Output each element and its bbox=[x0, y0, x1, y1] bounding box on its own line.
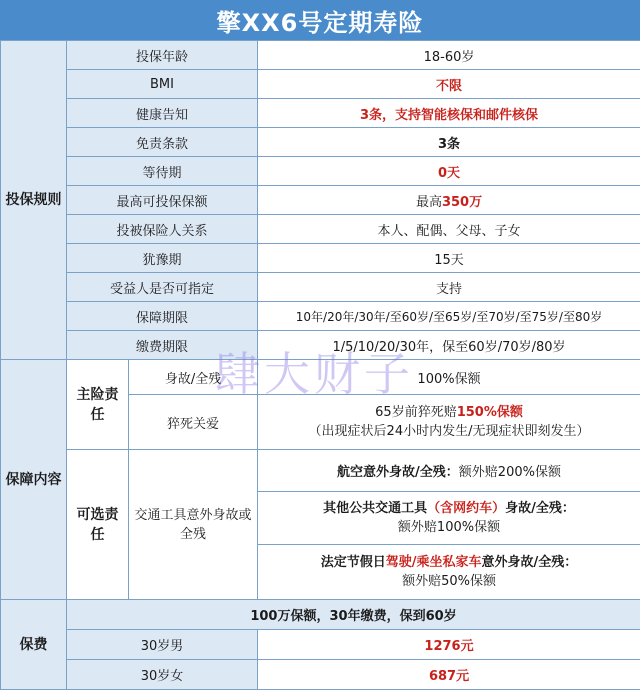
table-row bbox=[1, 450, 640, 492]
row-label: 猝死关爱 bbox=[129, 395, 258, 450]
row-value: 15天 bbox=[258, 244, 640, 273]
row-label: 健康告知 bbox=[67, 99, 258, 128]
holiday-line2: 额外赔50%保额 bbox=[402, 574, 496, 589]
row-value bbox=[258, 450, 640, 492]
sudden-prefix: 65岁前猝死赔 bbox=[375, 405, 457, 420]
category-coverage: 保障内容 bbox=[1, 360, 67, 600]
table-row bbox=[1, 630, 640, 660]
product-table bbox=[0, 40, 640, 690]
row-value bbox=[258, 492, 640, 545]
row-value: 支持 bbox=[258, 273, 640, 302]
row-value: 0天 bbox=[258, 157, 640, 186]
table-row bbox=[1, 41, 640, 70]
category-premium: 保费 bbox=[1, 600, 67, 690]
public-line1 bbox=[262, 499, 636, 518]
row-value: 3条，支持智能核保和邮件核保 bbox=[258, 99, 640, 128]
table-row bbox=[1, 660, 640, 690]
table-row bbox=[1, 70, 640, 99]
row-value: 100%保额 bbox=[258, 360, 640, 395]
premium-value: 1276元 bbox=[258, 630, 640, 660]
table-row bbox=[1, 302, 640, 331]
holiday-bold2: 意外身故/全残： bbox=[481, 555, 578, 570]
value-highlight: 350万 bbox=[441, 194, 483, 210]
category-rules: 投保规则 bbox=[1, 41, 67, 360]
table-row bbox=[1, 128, 640, 157]
premium-value: 687元 bbox=[258, 660, 640, 690]
table-row bbox=[1, 215, 640, 244]
sudden-line2: （出现症状后24小时内发生/无现症状即刻发生） bbox=[308, 424, 590, 439]
holiday-highlight: 驾驶/乘坐私家车 bbox=[385, 555, 482, 570]
premium-label: 30岁女 bbox=[67, 660, 258, 690]
row-label: 免责条款 bbox=[67, 128, 258, 157]
optional-coverage-label: 可选责任 bbox=[67, 450, 129, 600]
holiday-line1 bbox=[262, 553, 636, 572]
table-row bbox=[1, 99, 640, 128]
public-line2: 额外赔100%保额 bbox=[397, 520, 501, 535]
row-value: 18-60岁 bbox=[258, 41, 640, 70]
public-bold2: 身故/全残： bbox=[505, 501, 575, 516]
table-row bbox=[1, 186, 640, 215]
optional-item-label: 交通工具意外身故或全残 bbox=[129, 450, 258, 600]
row-value bbox=[258, 545, 640, 600]
table-row bbox=[1, 600, 640, 630]
row-label: 身故/全残 bbox=[129, 360, 258, 395]
row-value: 本人、配偶、父母、子女 bbox=[258, 215, 640, 244]
row-label: BMI bbox=[67, 70, 258, 99]
row-label: 等待期 bbox=[67, 157, 258, 186]
row-value bbox=[258, 395, 640, 450]
sudden-highlight: 150%保额 bbox=[456, 405, 523, 420]
table-row bbox=[1, 244, 640, 273]
row-label: 受益人是否可指定 bbox=[67, 273, 258, 302]
row-label: 保障期限 bbox=[67, 302, 258, 331]
row-label: 投被保险人关系 bbox=[67, 215, 258, 244]
premium-label: 30岁男 bbox=[67, 630, 258, 660]
premium-header: 100万保额，30年缴费，保到60岁 bbox=[67, 600, 640, 630]
aviation-text: 额外赔200%保额 bbox=[458, 465, 561, 480]
row-label: 缴费期限 bbox=[67, 331, 258, 360]
watermark: 肆大财子 bbox=[214, 347, 414, 401]
row-label: 投保年龄 bbox=[67, 41, 258, 70]
table-row bbox=[1, 360, 640, 395]
holiday-bold1: 法定节假日 bbox=[320, 555, 386, 570]
row-label: 犹豫期 bbox=[67, 244, 258, 273]
sudden-line1 bbox=[262, 403, 636, 422]
table-row bbox=[1, 157, 640, 186]
row-value: 不限 bbox=[258, 70, 640, 99]
value-prefix: 最高 bbox=[415, 194, 442, 210]
row-value: 1/5/10/20/30年，保至60岁/70岁/80岁 bbox=[258, 331, 640, 360]
row-value bbox=[258, 186, 640, 215]
main-coverage-label: 主险责任 bbox=[67, 360, 129, 450]
table-row bbox=[1, 273, 640, 302]
row-label: 最高可投保保额 bbox=[67, 186, 258, 215]
row-value: 10年/20年/30年/至60岁/至65岁/至70岁/至75岁/至80岁 bbox=[258, 302, 640, 331]
public-highlight: （含网约车） bbox=[427, 501, 506, 516]
row-value: 3条 bbox=[258, 128, 640, 157]
aviation-bold: 航空意外身故/全残： bbox=[337, 465, 459, 480]
page-title: 擎XX6号定期寿险 bbox=[0, 0, 640, 40]
table-row bbox=[1, 331, 640, 360]
public-bold1: 其他公共交通工具 bbox=[323, 501, 428, 516]
